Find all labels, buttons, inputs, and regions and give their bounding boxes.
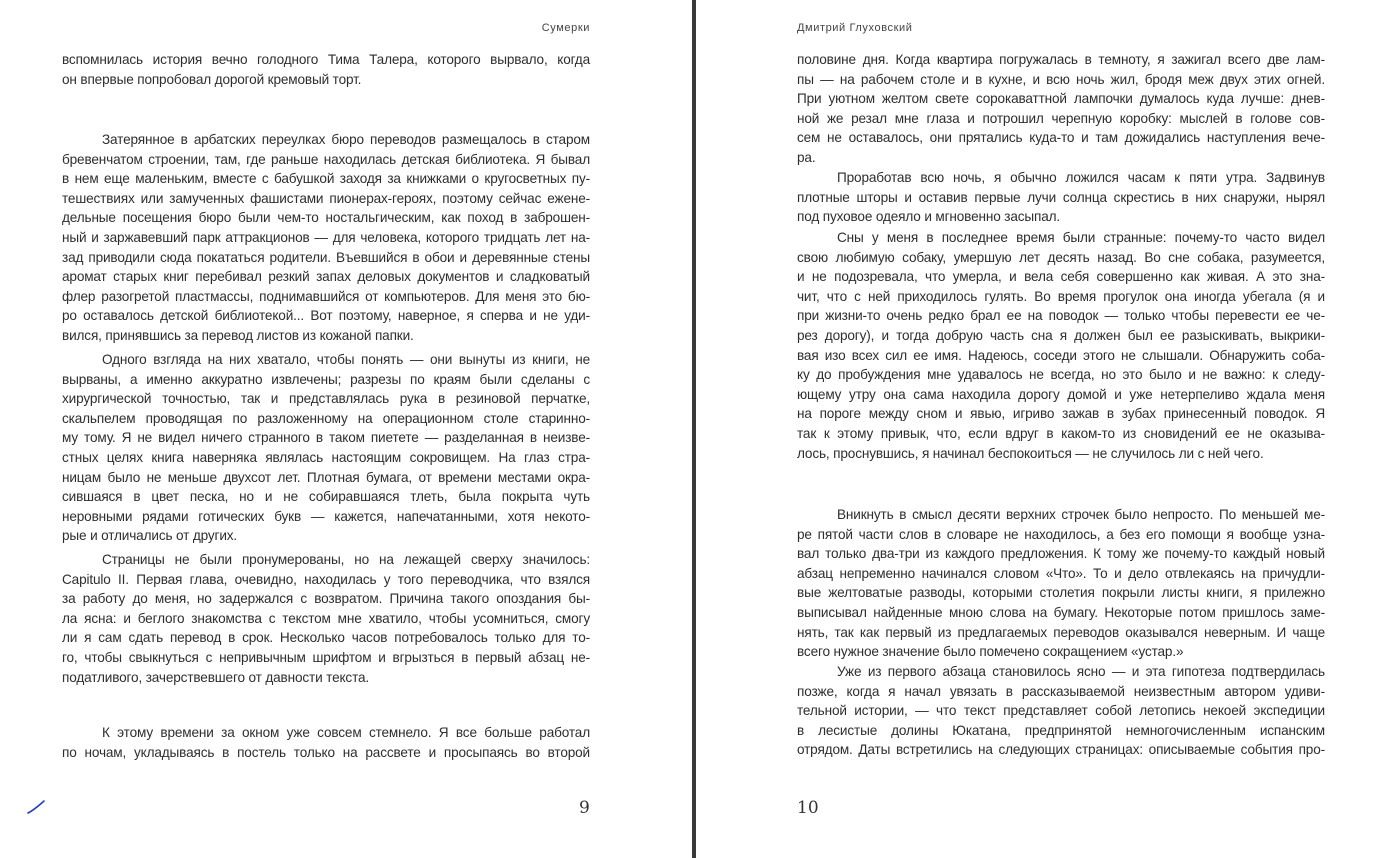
text-line: всего нужное значение было помечено сокращением «устар.» bbox=[797, 644, 1184, 660]
paragraph bbox=[797, 505, 1325, 662]
text-line: Вникнуть в смысл десяти верхних строчек было непросто. По меньшей ме- bbox=[837, 507, 1325, 522]
text-line: сем не оставалось, они прятались куда-то и там дожидались наступления вече- bbox=[797, 130, 1325, 146]
text-line: вырваны, а именно аккуратно извлечены; разрезы по краям были сделаны с bbox=[62, 371, 590, 387]
text-line: под пуховое одеяло и мгновенно засыпал. bbox=[797, 209, 1061, 225]
running-header: Сумерки bbox=[541, 22, 590, 34]
text-line: флер разогретой пластмассы, поднимавшийся от компьютеров. Для меня это бю- bbox=[62, 288, 590, 304]
text-line: При уютном желтом свете сорокаваттной лампочки думалось куда лучше: днев- bbox=[797, 91, 1325, 107]
text-line: бревенчатом строении, там, где раньше находилась детская библиотека. Я бывал bbox=[62, 151, 590, 167]
text-line: чит, что с ней приходилось гулять. Во время прогулок она иногда убегала (я и bbox=[797, 288, 1325, 304]
text-line: свою любимую собаку, умершую лет десять назад. Во сне собака, разумеется, bbox=[797, 249, 1325, 265]
text-line: и не подозревала, что умерла, и вела себя совершенно как живая. А это зна- bbox=[797, 269, 1325, 285]
text-line: вая изо всех сил ее имя. Надеюсь, соседи этого не слышали. Обнаружить соба- bbox=[797, 347, 1325, 363]
text-line: ре пятой части слов в словаре не находилось, а без его помощи я вообще узна- bbox=[797, 526, 1325, 542]
text-line: Затерянное в арбатских переулках бюро переводов размещалось в старом bbox=[102, 132, 590, 147]
text-line: Проработав всю ночь, я обычно ложился часам к пяти утра. Задвинув bbox=[837, 170, 1325, 185]
paragraph bbox=[797, 662, 1325, 760]
paragraph bbox=[797, 168, 1325, 227]
paragraph bbox=[62, 550, 590, 687]
paragraph bbox=[62, 130, 590, 346]
paragraph bbox=[797, 50, 1325, 168]
text-line: Одного взгляда на них хватало, чтобы понять — они вынуты из книги, не bbox=[102, 352, 590, 367]
text-line: ку до пробуждения мне удавалось не всегда, но это было и не важно: к следу- bbox=[797, 367, 1325, 383]
text-line: он впервые попробовал дорогой кремовый торт. bbox=[62, 71, 362, 87]
text-line: му тому. Я не видел ничего странного в таком пиетете — разделанная в неизве- bbox=[62, 430, 590, 446]
paragraph bbox=[62, 50, 590, 89]
right-page bbox=[696, 0, 1383, 858]
text-line: выписывал найденные мною слова на бумагу. Некоторые потом пришлось заме- bbox=[797, 604, 1325, 620]
text-line: ро оставалось детской библиотекой... Вот поэтому, наверное, я сперва и не уди- bbox=[62, 308, 590, 324]
text-line: ной же резал мне глаза и потрошил черепную коробку: мыслей в голове сов- bbox=[797, 110, 1325, 126]
text-line: вился, принявшись за перевод листов из кожаной папки. bbox=[62, 327, 414, 343]
text-line: тешествиях или замученных фашистами пионерах-героях, поэтому сейчас ежене- bbox=[62, 190, 590, 206]
text-line: сившаяся в цвет песка, но и не собиравшаяся тлеть, была покрыта чуть bbox=[62, 489, 590, 505]
text-line: вспомнилась история вечно голодного Тима Талера, которого вырвало, когда bbox=[62, 52, 590, 67]
text-line: рые и отличались от других. bbox=[62, 528, 238, 544]
text-line: ный и заржавевший парк аттракционов — для человека, которого тридцать лет на- bbox=[62, 229, 590, 245]
text-line: по ночам, укладываясь в постель только на рассвете и просыпаясь во второй bbox=[62, 744, 590, 760]
text-line: ла ясна: и беглого знакомства с текстом мне хватило, чтобы усомниться, смогу bbox=[62, 610, 590, 626]
text-line: плотные шторы и оставив первые лучи солнца скрестись в них снаружи, нырял bbox=[797, 189, 1325, 205]
text-line: тельной истории, — что текст представляет собой летопись некоей экспедиции bbox=[797, 703, 1325, 719]
text-line: Сны у меня в последнее время были странные: почему-то часто видел bbox=[837, 230, 1325, 245]
text-line: пы — на рабочем столе и в кухне, и всю ночь жил, бродя меж двух этих огней. bbox=[797, 71, 1325, 87]
running-header: Дмитрий Глуховский bbox=[797, 22, 913, 34]
text-line: ющему утру она сама находила дорогу домой и уже нетерпеливо ждала меня bbox=[797, 386, 1325, 402]
text-line: абзац непременно начинался словом «Что». То и дело отвлекаясь на причудли- bbox=[797, 565, 1325, 581]
page-number: 10 bbox=[797, 798, 819, 818]
text-line: го, чтобы свыкнуться с непривычным шрифтом и вгрызться в первый абзац не- bbox=[62, 649, 590, 665]
text-line: позже, когда я начал увязать в рассказываемой неизвестным автором удиви- bbox=[797, 683, 1325, 699]
text-line: аромат старых книг перебивал резкий запах деловых документов и сладковатый bbox=[62, 269, 590, 285]
text-line: отрядом. Даты встретились на следующих страницах: описываемые события про- bbox=[797, 742, 1325, 758]
text-line: ли я сам сдать перевод в срок. Несколько часов потребовалось только для то- bbox=[62, 630, 590, 646]
paragraph bbox=[62, 350, 590, 546]
text-line: так к этому привык, что, если вдруг в каком-то из сновидений ее не оказыва- bbox=[797, 425, 1325, 441]
text-line: нять, так как первый из предлагаемых переводов оказывался неверным. И чаще bbox=[797, 624, 1325, 640]
text-line: Страницы не были пронумерованы, но на лежащей сверху значилось: bbox=[102, 552, 590, 567]
text-line: дельные посещения бюро были чем-то ностальгическим, как поход в заброшен- bbox=[62, 210, 590, 226]
text-line: скальпелем проводящая по разложенному на операционном столе старинно- bbox=[62, 410, 590, 426]
pen-mark-icon bbox=[26, 796, 50, 816]
text-line: Уже из первого абзаца становилось ясно — и эта гипотеза подтвердилась bbox=[837, 664, 1325, 679]
text-line: стных целях книга наверняка являлась настоящим сокровищем. На глаз стра- bbox=[62, 449, 590, 465]
text-line: Capitulo II. Первая глава, очевидно, находилась у того переводчика, что взялся bbox=[62, 571, 590, 587]
text-line: лось, проснувшись, я начинал беспокоиться — не случилось ли с ней чего. bbox=[797, 445, 1264, 461]
text-line: податливого, зачерствевшего от давности текста. bbox=[62, 669, 370, 685]
text-line: в лесистые долины Юкатана, предпринятой немногочисленным испанским bbox=[797, 722, 1325, 738]
text-line: в нем еще маленьким, вместе с бабушкой заходя за книжками о кругосветных пу- bbox=[62, 171, 590, 187]
text-line: вые желтоватые разводы, которыми столетия покрыли листы книги, я прилежно bbox=[797, 585, 1325, 601]
text-line: ницам было не меньше двухсот лет. Плотная бумага, от времени местами окра- bbox=[62, 469, 590, 485]
paragraph bbox=[797, 228, 1325, 463]
text-line: хирургической точностью, так и представлялась рука в резиновой перчатке, bbox=[62, 391, 590, 407]
text-line: ра. bbox=[797, 149, 816, 165]
text-line: за работу до меня, но задержался с возвратом. Причина такого опоздания бы- bbox=[62, 591, 590, 607]
text-line: рез дорогу), и тогда добрую часть сна я должен был ее разыскивать, выкрики- bbox=[797, 327, 1325, 343]
text-line: К этому времени за окном уже совсем стемнело. Я все больше работал bbox=[102, 725, 590, 740]
text-line: при жизни-то очень редко брал ее на поводок — только чтобы перевести ее че- bbox=[797, 308, 1325, 324]
text-line: половине дня. Когда квартира погружалась в темноту, я зажигал всего две лам- bbox=[797, 52, 1325, 67]
paragraph bbox=[62, 723, 590, 762]
text-line: зад приводили сюда покататься родители. Въевшийся в обои и деревянные стены bbox=[62, 249, 590, 265]
text-line: вал только два-три из каждого предложения. К тому же почему-то каждый новый bbox=[797, 546, 1325, 562]
text-line: неровными рядами готических букв — кажется, напечатанными, хотя некото- bbox=[62, 508, 590, 524]
text-line: на пороге между сном и явью, игриво зажав в зубах принесенный поводок. Я bbox=[797, 406, 1325, 422]
page-number: 9 bbox=[579, 798, 590, 818]
